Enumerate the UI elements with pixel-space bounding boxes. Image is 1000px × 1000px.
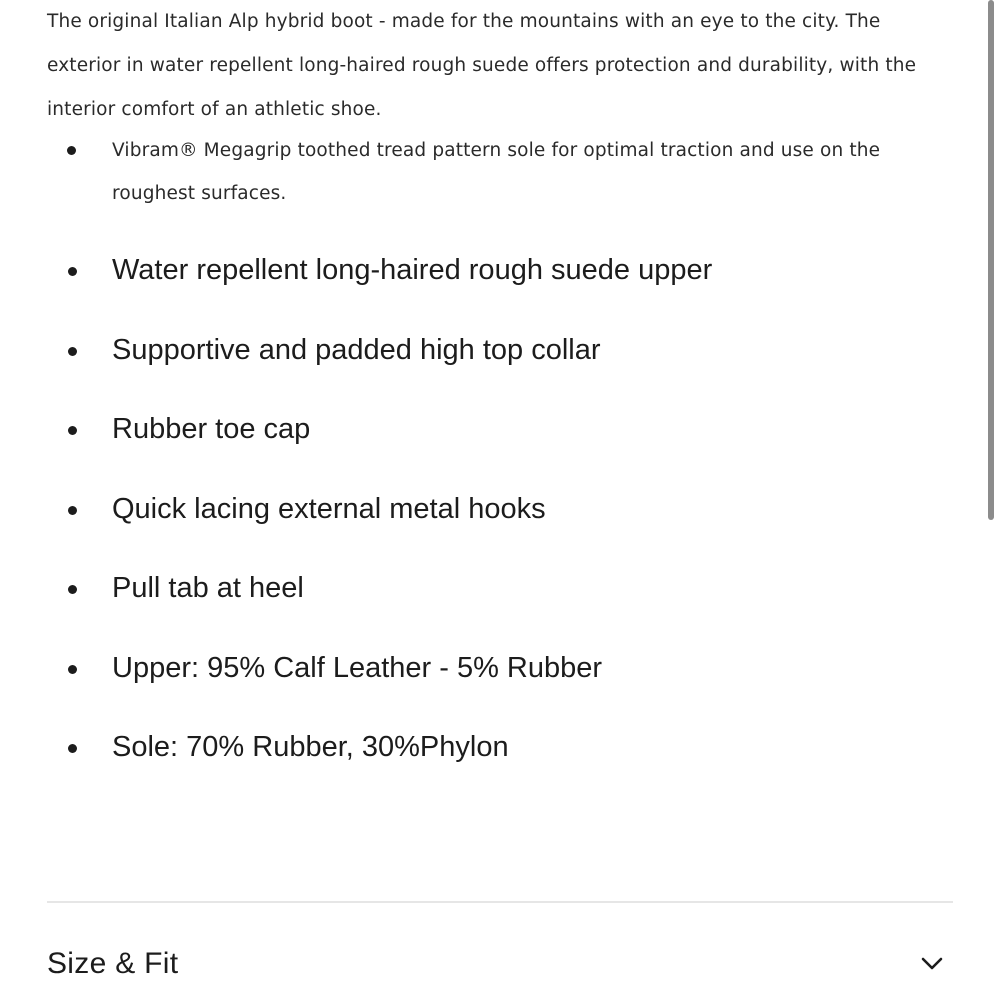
list-item xyxy=(47,311,952,391)
size-fit-title: Size & Fit xyxy=(47,947,179,980)
bullet-icon xyxy=(68,267,77,276)
list-item xyxy=(47,390,952,470)
list-item xyxy=(47,129,952,215)
list-item xyxy=(47,470,952,550)
list-item xyxy=(47,549,952,629)
feature-bullet-list xyxy=(47,231,952,788)
size-fit-accordion-toggle[interactable] xyxy=(47,935,953,997)
bullet-icon xyxy=(68,426,77,435)
list-item xyxy=(47,629,952,709)
section-divider xyxy=(47,901,953,903)
chevron-down-icon[interactable] xyxy=(921,957,943,971)
list-item-text: Supportive and padded high top collar xyxy=(112,333,601,366)
list-item-text: Vibram® Megagrip toothed tread pattern sole for optimal traction and use on the roughest surfaces. xyxy=(112,140,881,204)
list-item xyxy=(47,231,952,311)
bullet-icon xyxy=(67,146,76,155)
bullet-icon xyxy=(68,506,77,515)
bullet-icon xyxy=(68,347,77,356)
list-item-text: Quick lacing external metal hooks xyxy=(112,492,546,525)
list-item-text: Sole: 70% Rubber, 30%Phylon xyxy=(112,731,509,763)
scrollbar[interactable] xyxy=(988,0,994,520)
list-item-text: Upper: 95% Calf Leather - 5% Rubber xyxy=(112,651,603,684)
bullet-icon xyxy=(68,744,77,753)
list-item xyxy=(47,708,952,788)
product-description: The original Italian Alp hybrid boot - made for the mountains with an eye to the city. The exterior in water repellent long-haired rough suede offers protection and durability, with the interior comfort of an athletic shoe. xyxy=(47,11,917,120)
description-bullet-list xyxy=(47,129,952,215)
bullet-icon xyxy=(68,585,77,594)
list-item-text: Water repellent long-haired rough suede upper xyxy=(112,254,713,286)
bullet-icon xyxy=(68,665,77,674)
list-item-text: Rubber toe cap xyxy=(112,413,311,445)
list-item-text: Pull tab at heel xyxy=(112,572,304,604)
